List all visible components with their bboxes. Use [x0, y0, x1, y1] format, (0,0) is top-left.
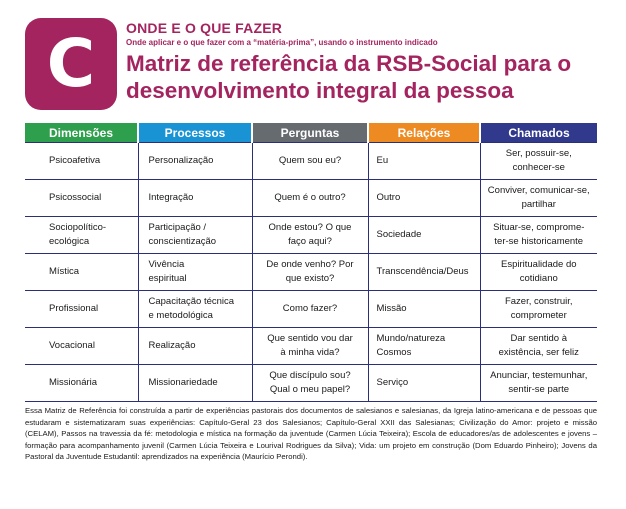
cell-line: Onde estou? O que — [268, 222, 352, 233]
title-line-2: desenvolvimento integral da pessoa — [126, 78, 514, 103]
cell-text — [279, 154, 341, 168]
cell-line: Fazer, construir, — [504, 296, 573, 307]
table-row — [25, 143, 597, 180]
cell-text — [377, 376, 409, 390]
cell-text — [377, 265, 469, 279]
cell-text — [149, 221, 217, 249]
cell-line: faço aqui? — [288, 236, 332, 247]
cell-line: conhecer-se — [512, 162, 565, 173]
cell-text — [149, 295, 235, 323]
cell-line: ter-se historicamente — [494, 236, 584, 247]
cell-line: Como fazer? — [282, 303, 338, 314]
cell-pergunta — [252, 217, 368, 254]
cell-relacao — [368, 180, 480, 217]
cell-text — [283, 302, 337, 316]
header-dimensoes: Dimensões — [25, 123, 138, 143]
cell-relacao — [368, 254, 480, 291]
cell-line: Outro — [376, 192, 401, 203]
cell-line: Vivência — [148, 259, 185, 270]
table-row — [25, 217, 597, 254]
table-body — [25, 143, 597, 402]
cell-text — [499, 332, 579, 360]
cell-text: Sociopolítico- ecológica — [49, 222, 107, 247]
cell-text — [149, 191, 194, 205]
cell-line: Missionariedade — [148, 377, 218, 388]
cell-text — [377, 228, 422, 242]
cell-text: Psicoafetiva — [49, 155, 101, 166]
cell-line: Cosmos — [376, 347, 412, 358]
cell-text — [149, 376, 218, 390]
cell-text — [377, 302, 407, 316]
cell-text — [488, 184, 590, 212]
cell-line: Espiritualidade do — [500, 259, 577, 270]
table-row — [25, 365, 597, 402]
cell-line: Participação / — [148, 222, 207, 233]
cell-text — [149, 154, 214, 168]
cell-chamado — [480, 217, 597, 254]
cell-line: Que discípulo sou? — [269, 370, 351, 381]
cell-text — [501, 258, 577, 286]
cell-line: Mundo/natureza — [376, 333, 446, 344]
table-row — [25, 254, 597, 291]
cell-dimensao — [25, 254, 138, 291]
cell-text — [506, 147, 572, 175]
cell-line: Integração — [148, 192, 194, 203]
cell-pergunta — [252, 180, 368, 217]
header-perguntas: Perguntas — [252, 123, 368, 143]
cell-pergunta — [252, 254, 368, 291]
cell-text — [149, 339, 196, 353]
cell-processo — [138, 291, 252, 328]
cell-chamado — [480, 328, 597, 365]
cell-text — [490, 369, 587, 397]
cell-line: Situar-se, comprome- — [493, 222, 585, 233]
cell-line: Dar sentido à — [510, 333, 567, 344]
cell-dimensao — [25, 217, 138, 254]
cell-dimensao — [25, 143, 138, 180]
cell-processo — [138, 180, 252, 217]
section-badge: C — [25, 18, 117, 110]
cell-processo — [138, 365, 252, 402]
cell-line: Ser, possuir-se, — [505, 148, 572, 159]
cell-line: espiritual — [148, 273, 187, 284]
cell-line: e metodológica — [148, 310, 213, 321]
cell-chamado — [480, 365, 597, 402]
cell-text — [149, 258, 187, 286]
cell-chamado — [480, 291, 597, 328]
cell-line: Realização — [148, 340, 196, 351]
cell-text — [377, 332, 446, 360]
cell-dimensao — [25, 328, 138, 365]
cell-line: sentir-se parte — [508, 384, 570, 395]
cell-text: Vocacional — [49, 340, 95, 351]
cell-processo — [138, 143, 252, 180]
table-row — [25, 180, 597, 217]
cell-text — [377, 154, 389, 168]
cell-pergunta — [252, 365, 368, 402]
footnote: Essa Matriz de Referência foi construída a partir de experiências pastorais dos documentos de salesianos e salesianas, da Igreja latino-americana e de pessoas que estudaram e sistematizaram suas experiências: Capítulo-Geral 23 dos Salesianos; Capítulo-Geral XXII das Salesianas; Civilização do Amor: projeto e missão (CELAM), Passos na travessia da fé: metodologia e mística na formação da juventude (Carmen Lúcia Teixeira); Escola de educadores/as de adolescentes e jovens – formação para acompanhamento juvenil (Carmen Lúcia Teixeira e Lourival Rodrigues da Silva); Vida: um projeto em construção (Dom Eduardo Pinheiro); Jovens da Pastoral da Juventude Estudantil: aprendizados na experiência (Maurício Perondi). — [25, 406, 597, 462]
page-title — [126, 50, 626, 104]
cell-chamado — [480, 254, 597, 291]
cell-line: cotidiano — [519, 273, 558, 284]
cell-line: Qual o meu papel? — [269, 384, 351, 395]
cell-line: Sociedade — [376, 229, 422, 240]
cell-line: Que sentido vou dar — [267, 333, 353, 344]
header-relacoes: Relações — [368, 123, 480, 143]
cell-line: Quem é o outro? — [274, 192, 346, 203]
cell-text — [377, 191, 401, 205]
title-line-1: Matriz de referência da RSB-Social para o — [126, 51, 572, 76]
cell-line: existência, ser feliz — [498, 347, 579, 358]
cell-text — [274, 191, 345, 205]
cell-text — [269, 369, 350, 397]
cell-line: conscientização — [148, 236, 217, 247]
cell-line: à minha vida? — [280, 347, 340, 358]
cell-text — [505, 295, 573, 323]
cell-processo — [138, 254, 252, 291]
cell-line: Anunciar, testemunhar, — [490, 370, 588, 381]
cell-pergunta — [252, 143, 368, 180]
cell-line: Quem sou eu? — [278, 155, 342, 166]
cell-line: comprometer — [510, 310, 567, 321]
cell-text — [493, 221, 584, 249]
cell-text — [266, 258, 353, 286]
table-row — [25, 328, 597, 365]
reference-matrix-table — [25, 123, 597, 402]
cell-line: Conviver, comunicar-se, — [487, 185, 590, 196]
cell-text — [267, 332, 353, 360]
cell-pergunta — [252, 291, 368, 328]
table-row — [25, 291, 597, 328]
cell-text: Psicossocial — [49, 192, 102, 203]
cell-line: Capacitação técnica — [148, 296, 235, 307]
cell-chamado — [480, 143, 597, 180]
cell-line: partilhar — [521, 199, 556, 210]
header-chamados: Chamados — [480, 123, 597, 143]
section-subkicker: Onde aplicar e o que fazer com a “matéria-prima”, usando o instrumento indicado — [126, 38, 438, 47]
cell-chamado — [480, 180, 597, 217]
cell-line: Personalização — [148, 155, 214, 166]
cell-text — [269, 221, 352, 249]
cell-line: que existo? — [285, 273, 335, 284]
cell-processo — [138, 328, 252, 365]
cell-relacao — [368, 291, 480, 328]
section-kicker: ONDE E O QUE FAZER — [126, 20, 283, 36]
cell-line: Eu — [376, 155, 389, 166]
cell-text: Profissional — [49, 303, 99, 314]
cell-relacao — [368, 143, 480, 180]
cell-dimensao — [25, 180, 138, 217]
cell-processo — [138, 217, 252, 254]
cell-line: Transcendência/Deus — [376, 266, 469, 277]
cell-pergunta — [252, 328, 368, 365]
cell-line: Serviço — [376, 377, 409, 388]
cell-dimensao — [25, 291, 138, 328]
cell-relacao — [368, 328, 480, 365]
cell-text: Missionária — [49, 377, 98, 388]
cell-dimensao — [25, 365, 138, 402]
cell-relacao — [368, 217, 480, 254]
header-processos: Processos — [138, 123, 252, 143]
cell-line: De onde venho? Por — [266, 259, 354, 270]
cell-line: Missão — [376, 303, 407, 314]
cell-text: Mística — [49, 266, 80, 277]
cell-relacao — [368, 365, 480, 402]
table-header-row — [25, 123, 597, 143]
